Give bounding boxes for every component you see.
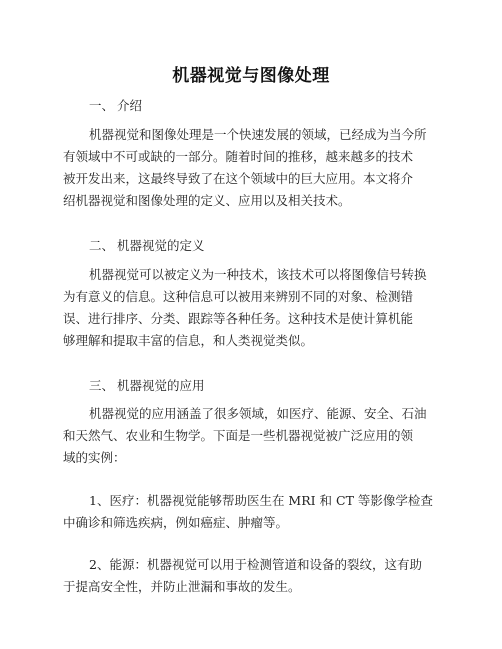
section-heading-introduction — [89, 96, 142, 114]
paragraph-introduction — [63, 124, 427, 212]
list-item-line: 中确诊和筛选疾病，例如癌症、肿瘤等。 — [63, 515, 289, 530]
paragraph-line: 机器视觉和图像处理是一个快速发展的领域，已经成为当今所 — [89, 127, 427, 142]
list-item-medical — [63, 490, 433, 534]
section-number: 一、 — [89, 98, 115, 113]
section-heading-text: 机器视觉的应用 — [117, 378, 205, 393]
list-item-line: 于提高安全性，并防止泄漏和事故的发生。 — [63, 579, 301, 594]
paragraph-line: 有领域中不可或缺的一部分。随着时间的推移，越来越多的技术 — [63, 149, 414, 164]
section-heading-definition — [89, 236, 205, 254]
paragraph-line: 和天然气、农业和生物学。下面是一些机器视觉被广泛应用的领 — [63, 428, 414, 443]
paragraph-definition — [63, 264, 427, 352]
paragraph-line: 被开发出来，这最终导致了在这个领域中的巨大应用。本文将介 — [63, 171, 414, 186]
section-heading-applications — [89, 376, 205, 394]
section-heading-text: 机器视觉的定义 — [117, 238, 205, 253]
document-title: 机器视觉与图像处理 — [172, 66, 330, 86]
paragraph-line: 为有意义的信息。这种信息可以被用来辨别不同的对象、检测错 — [63, 289, 414, 304]
paragraph-line: 误、进行排序、分类、跟踪等各种任务。这种技术是使计算机能 — [63, 311, 414, 326]
list-item-line: 2、能源：机器视觉可以用于检测管道和设备的裂纹，这有助 — [89, 557, 422, 572]
paragraph-line: 够理解和提取丰富的信息，和人类视觉类似。 — [63, 333, 314, 348]
section-heading-text: 介绍 — [117, 98, 143, 113]
section-number: 三、 — [89, 378, 115, 393]
section-number: 二、 — [89, 238, 115, 253]
paragraph-line: 域的实例： — [63, 450, 126, 465]
paragraph-applications — [63, 403, 427, 469]
list-item-energy — [63, 554, 422, 598]
list-item-line: 1、医疗：机器视觉能够帮助医生在 MRI 和 CT 等影像学检查 — [89, 493, 433, 508]
paragraph-line: 绍机器视觉和图像处理的定义、应用以及相关技术。 — [63, 193, 351, 208]
paragraph-line: 机器视觉可以被定义为一种技术，该技术可以将图像信号转换 — [89, 267, 427, 282]
paragraph-line: 机器视觉的应用涵盖了很多领域，如医疗、能源、安全、石油 — [89, 406, 427, 421]
